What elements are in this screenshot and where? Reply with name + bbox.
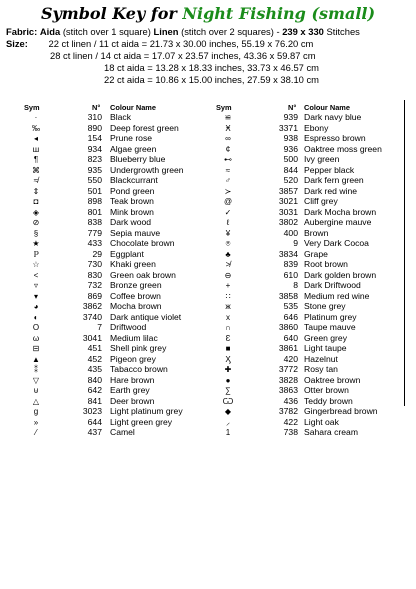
thread-number: 550 [87, 175, 102, 185]
thread-number: 732 [87, 280, 102, 290]
table-row [10, 354, 210, 365]
symbol-glyph: ◆ [224, 407, 232, 416]
symbol-glyph: ≈ [225, 165, 231, 175]
table-row [216, 259, 406, 270]
thread-number: 939 [283, 112, 298, 122]
colour-name: Dark red wine [304, 185, 358, 196]
symbol-glyph: ⊍ [33, 386, 39, 395]
symbol-glyph: ▿ [33, 281, 38, 290]
table-row [10, 291, 210, 302]
thread-number: 779 [87, 227, 102, 238]
table-row [216, 186, 406, 197]
table-row [216, 133, 406, 144]
thread-number: 823 [87, 154, 102, 164]
symbol-glyph: ♣ [225, 249, 231, 259]
symbol-glyph: ¥ [225, 228, 231, 238]
thread-number: 3858 [278, 290, 298, 301]
thread-number: 520 [283, 175, 298, 185]
thread-number: 9 [293, 238, 298, 248]
thread-number: 3860 [278, 322, 298, 332]
colour-name: Sepia mauve [110, 227, 161, 238]
table-row [10, 406, 210, 417]
symbol-glyph: ◈ [32, 207, 40, 217]
colour-name: Pond green [110, 185, 155, 196]
size-value-1: 22 ct linen / 11 ct aida = 21.73 x 30.00 inches, 55.19 x 76.20 cm [48, 38, 314, 49]
thread-number: 451 [87, 343, 102, 353]
colour-name: Grape [304, 248, 328, 259]
symbol-glyph: ■ [225, 344, 231, 353]
table-row [10, 112, 210, 123]
symbol-glyph: ≉ [33, 176, 39, 185]
thread-number: 3834 [278, 248, 298, 259]
symbol-glyph: Ӿ [225, 123, 231, 133]
table-row [10, 396, 210, 407]
symbol-glyph: ∩ [225, 323, 231, 332]
colour-name: Mink brown [110, 206, 154, 217]
colour-name: Light platinum grey [110, 406, 183, 416]
fabric-stitches-word: Stitches [326, 26, 360, 37]
fabric-aida: Aida [39, 26, 61, 37]
table-row [10, 238, 210, 249]
table-row [10, 259, 210, 270]
symbol-glyph: ⌘ [32, 165, 40, 175]
table-row [216, 427, 406, 438]
colour-name: Khaki green [110, 259, 156, 269]
symbol-glyph: ⊖ [224, 270, 232, 280]
table-row [10, 165, 210, 176]
colour-name: Hare brown [110, 374, 155, 385]
table-row [10, 144, 210, 155]
symbol-glyph: ◐ [33, 312, 39, 322]
colour-name: Oaktree brown [304, 374, 361, 385]
colour-name: Oaktree moss green [304, 143, 382, 154]
thread-number: 433 [87, 238, 102, 248]
thread-number: 610 [283, 269, 298, 280]
table-row [216, 354, 406, 365]
thread-number: 644 [87, 416, 102, 427]
thread-number: 730 [87, 259, 102, 269]
size-label: Size: [6, 38, 28, 49]
colour-name: Dark fern green [304, 175, 364, 185]
symbol-glyph: + [225, 281, 231, 290]
symbol-glyph: ⁄ [35, 428, 37, 437]
symbol-glyph: < [33, 270, 39, 280]
thread-number: 435 [87, 364, 102, 374]
thread-number: 154 [87, 133, 102, 143]
table-row [10, 217, 210, 228]
fabric-linen: Linen [153, 26, 179, 37]
size-value-2: 28 ct linen / 14 ct aida = 17.07 x 23.57 inches, 43.36 x 59.87 cm [50, 50, 316, 61]
symbol-glyph: 1 [225, 428, 231, 437]
colour-name: Teddy brown [304, 395, 353, 406]
thread-number: 830 [87, 269, 102, 280]
colour-name: Hazelnut [304, 353, 338, 364]
symbol-glyph: ¶ [33, 155, 39, 164]
table-row [10, 133, 210, 144]
table-row [216, 301, 406, 312]
colour-name: Earth grey [110, 385, 150, 395]
table-row [216, 312, 406, 323]
thread-number: 844 [283, 164, 298, 175]
table-row [216, 417, 406, 428]
table-row [10, 343, 210, 354]
colour-name: Undergrowth green [110, 164, 184, 175]
colour-name: Pepper black [304, 164, 355, 175]
thread-number: 841 [87, 395, 102, 406]
thread-number: 890 [87, 122, 102, 133]
thread-number: 3782 [278, 406, 298, 416]
table-row [216, 144, 406, 155]
table-row [10, 333, 210, 344]
thread-number: 869 [87, 290, 102, 301]
table-row [10, 207, 210, 218]
symbol-glyph: ⊷ [224, 155, 232, 164]
symbol-glyph: ✚ [224, 365, 232, 374]
table-row [216, 196, 406, 207]
symbol-glyph: ∷ [225, 291, 231, 301]
header-name: Colour Name [304, 103, 350, 112]
symbol-glyph: ▾ [33, 291, 38, 301]
symbol-glyph: ≌ [224, 113, 232, 122]
thread-number: 3772 [278, 364, 298, 374]
symbol-glyph: ⇕ [32, 186, 40, 196]
table-row [10, 417, 210, 428]
thread-number: 801 [87, 206, 102, 217]
symbol-glyph: ⸝ [226, 417, 230, 427]
table-row [10, 154, 210, 165]
colour-name: Medium red wine [304, 290, 370, 301]
table-header [10, 102, 210, 112]
colour-name: Camel [110, 427, 135, 437]
symbol-table-right [216, 102, 406, 438]
size-line-1 [6, 38, 313, 49]
thread-number: 3740 [82, 311, 102, 322]
table-row [216, 228, 406, 239]
symbol-glyph: ◂ [33, 134, 38, 143]
symbol-glyph: @ [223, 197, 233, 206]
colour-name: Pigeon grey [110, 353, 156, 364]
symbol-glyph: x [226, 312, 230, 322]
colour-name: Otter brown [304, 385, 349, 395]
colour-name: Dark antique violet [110, 311, 182, 322]
colour-name: Green oak brown [110, 269, 176, 280]
size-line-3 [104, 62, 319, 73]
size-line-2 [50, 50, 316, 61]
symbol-glyph: ≻ [224, 186, 232, 196]
colour-name: Deer brown [110, 395, 155, 406]
table-row [216, 154, 406, 165]
table-row [216, 165, 406, 176]
colour-name: Rosy tan [304, 364, 338, 374]
colour-name: Light taupe [304, 343, 347, 353]
size-value-4: 22 ct aida = 10.86 x 15.00 inches, 27.59 x 38.10 cm [104, 74, 319, 85]
symbol-glyph: ⁑ [34, 365, 38, 374]
thread-number: 436 [283, 395, 298, 406]
thread-number: 3862 [82, 301, 102, 311]
colour-name: Algae green [110, 143, 157, 154]
thread-number: 422 [283, 416, 298, 427]
table-row [216, 175, 406, 186]
symbol-glyph: ≯ [225, 260, 231, 269]
table-row [216, 364, 406, 375]
table-row [216, 375, 406, 386]
thread-number: 3861 [278, 343, 298, 353]
colour-name: Coffee brown [110, 290, 161, 301]
thread-number: 437 [87, 427, 102, 437]
table-row [10, 123, 210, 134]
table-row [10, 364, 210, 375]
table-row [10, 249, 210, 260]
title-prefix: Symbol Key for [40, 4, 177, 23]
thread-number: 936 [283, 143, 298, 154]
thread-number: 400 [283, 227, 298, 238]
fabric-linen-note: (stitch over 2 squares) - [181, 26, 280, 37]
colour-name: Prune rose [110, 133, 153, 143]
colour-name: Medium lilac [110, 332, 158, 343]
symbol-glyph: ▲ [32, 354, 40, 364]
table-row [10, 228, 210, 239]
thread-number: 640 [283, 332, 298, 343]
thread-number: 500 [283, 154, 298, 164]
thread-number: 420 [283, 353, 298, 364]
colour-name: Stone grey [304, 301, 346, 311]
colour-name: Shell pink grey [110, 343, 167, 353]
thread-number: 646 [283, 311, 298, 322]
symbol-glyph: ♂ [225, 176, 231, 185]
header-sym: Sym [24, 103, 40, 112]
symbol-glyph: · [34, 113, 38, 122]
colour-name: Taupe mauve [304, 322, 356, 332]
colour-name: Dark Mocha brown [304, 206, 377, 217]
colour-name: Sahara cream [304, 427, 358, 437]
symbol-glyph: ℓ [226, 218, 230, 227]
symbol-glyph: ● [225, 375, 231, 385]
colour-name: Root brown [304, 259, 348, 269]
colour-name: Ivy green [304, 154, 340, 164]
table-row [216, 280, 406, 291]
colour-name: Dark golden brown [304, 269, 377, 280]
table-row [216, 207, 406, 218]
thread-number: 642 [87, 385, 102, 395]
symbol-glyph: ¢ [225, 144, 231, 154]
colour-name: Teak brown [110, 196, 154, 206]
colour-name: Tabacco brown [110, 364, 168, 374]
header-num: N° [92, 103, 101, 112]
table-row [216, 406, 406, 417]
colour-name: Dark wood [110, 217, 152, 227]
symbol-glyph: ⊟ [32, 344, 40, 353]
table-row [216, 249, 406, 260]
thread-number: 310 [87, 112, 102, 122]
table-row [216, 112, 406, 123]
colour-name: Deep forest green [110, 122, 179, 133]
thread-number: 535 [283, 301, 298, 311]
symbol-glyph: ‰ [32, 123, 40, 133]
fabric-label: Fabric: [6, 26, 38, 37]
colour-name: Light oak [304, 416, 339, 427]
thread-number: 8 [293, 280, 298, 290]
colour-name: Blackcurrant [110, 175, 158, 185]
thread-number: 3863 [278, 385, 298, 395]
table-row [10, 375, 210, 386]
thread-number: 3031 [278, 206, 298, 217]
table-row [216, 322, 406, 333]
symbol-glyph: ☆ [32, 260, 40, 269]
table-row [10, 301, 210, 312]
symbol-glyph: O [32, 323, 40, 332]
header-name: Colour Name [110, 103, 156, 112]
symbol-glyph: ▽ [32, 375, 40, 385]
table-row [216, 385, 406, 396]
colour-name: Dark Driftwood [304, 280, 361, 290]
symbol-glyph: ∞ [225, 134, 231, 143]
colour-name: Light green grey [110, 416, 173, 427]
size-line-4 [104, 74, 319, 85]
colour-name: Black [110, 112, 132, 122]
thread-number: 29 [92, 248, 102, 259]
thread-number: 7 [97, 322, 102, 332]
thread-number: 838 [87, 217, 102, 227]
fabric-aida-note: (stitch over 1 square) [62, 26, 151, 37]
table-row [216, 217, 406, 228]
fabric-stitch-count: 239 x 330 [282, 26, 324, 37]
table-row [10, 427, 210, 438]
colour-name: Driftwood [110, 322, 147, 332]
table-row [216, 343, 406, 354]
table-row [10, 270, 210, 281]
colour-name: Chocolate brown [110, 238, 175, 248]
symbol-glyph: ★ [32, 239, 40, 248]
table-header [216, 102, 406, 112]
colour-name: Eggplant [110, 248, 144, 259]
symbol-glyph: Ӽ [225, 354, 231, 364]
symbol-glyph: ∑ [225, 386, 231, 395]
table-row [10, 322, 210, 333]
symbol-glyph: g [33, 407, 39, 416]
table-row [216, 396, 406, 407]
symbol-glyph: ◕ [33, 302, 39, 311]
symbol-glyph: ж [225, 302, 231, 311]
symbol-glyph: § [33, 228, 39, 238]
thread-number: 934 [87, 143, 102, 154]
symbol-glyph: Ѡ [222, 396, 234, 406]
colour-name: Dark navy blue [304, 112, 362, 122]
symbol-glyph: » [33, 417, 39, 427]
title-pattern-name: Night Fishing (small) [182, 4, 376, 23]
symbol-glyph: ⍟ [225, 239, 231, 248]
table-row [216, 270, 406, 281]
thread-number: 452 [87, 353, 102, 364]
thread-number: 3371 [278, 122, 298, 133]
table-row [10, 175, 210, 186]
colour-name: Platinum grey [304, 311, 357, 322]
symbol-glyph: ω [32, 333, 40, 343]
table-row [10, 186, 210, 197]
table-row [216, 291, 406, 302]
thread-number: 935 [87, 164, 102, 175]
colour-name: Espresso brown [304, 133, 366, 143]
symbol-glyph: ⊘ [32, 218, 40, 227]
thread-number: 898 [87, 196, 102, 206]
colour-name: Cliff grey [304, 196, 338, 206]
symbol-glyph: △ [32, 396, 40, 406]
colour-name: Bronze green [110, 280, 162, 290]
fabric-line [6, 26, 360, 37]
table-row [216, 333, 406, 344]
thread-number: 3802 [278, 217, 298, 227]
thread-number: 938 [283, 133, 298, 143]
colour-name: Very Dark Cocoa [304, 238, 369, 248]
symbol-glyph: ✓ [224, 207, 232, 217]
thread-number: 3828 [278, 374, 298, 385]
colour-name: Green grey [304, 332, 347, 343]
thread-number: 839 [283, 259, 298, 269]
table-row [216, 238, 406, 249]
symbol-glyph: Ɛ [225, 333, 231, 343]
colour-name: Ebony [304, 122, 329, 133]
header-sym: Sym [216, 103, 232, 112]
thread-number: 3023 [82, 406, 102, 416]
page-title [0, 4, 416, 23]
table-row [10, 280, 210, 291]
symbol-table-left [10, 102, 210, 438]
thread-number: 501 [87, 185, 102, 196]
symbol-glyph: ш [32, 144, 40, 154]
colour-name: Gingerbread brown [304, 406, 378, 416]
symbol-glyph: ◘ [33, 197, 39, 206]
thread-number: 738 [283, 427, 298, 437]
thread-number: 840 [87, 374, 102, 385]
thread-number: 3857 [278, 185, 298, 196]
colour-name: Mocha brown [110, 301, 162, 311]
thread-number: 3021 [278, 196, 298, 206]
header-num: N° [288, 103, 297, 112]
table-row [10, 385, 210, 396]
table-row [216, 123, 406, 134]
colour-name: Brown [304, 227, 329, 238]
thread-number: 3041 [82, 332, 102, 343]
colour-name: Aubergine mauve [304, 217, 372, 227]
colour-name: Blueberry blue [110, 154, 166, 164]
symbol-glyph: ℙ [33, 249, 39, 259]
size-value-3: 18 ct aida = 13.28 x 18.33 inches, 33.73 x 46.57 cm [104, 62, 319, 73]
table-row [10, 312, 210, 323]
table-row [10, 196, 210, 207]
